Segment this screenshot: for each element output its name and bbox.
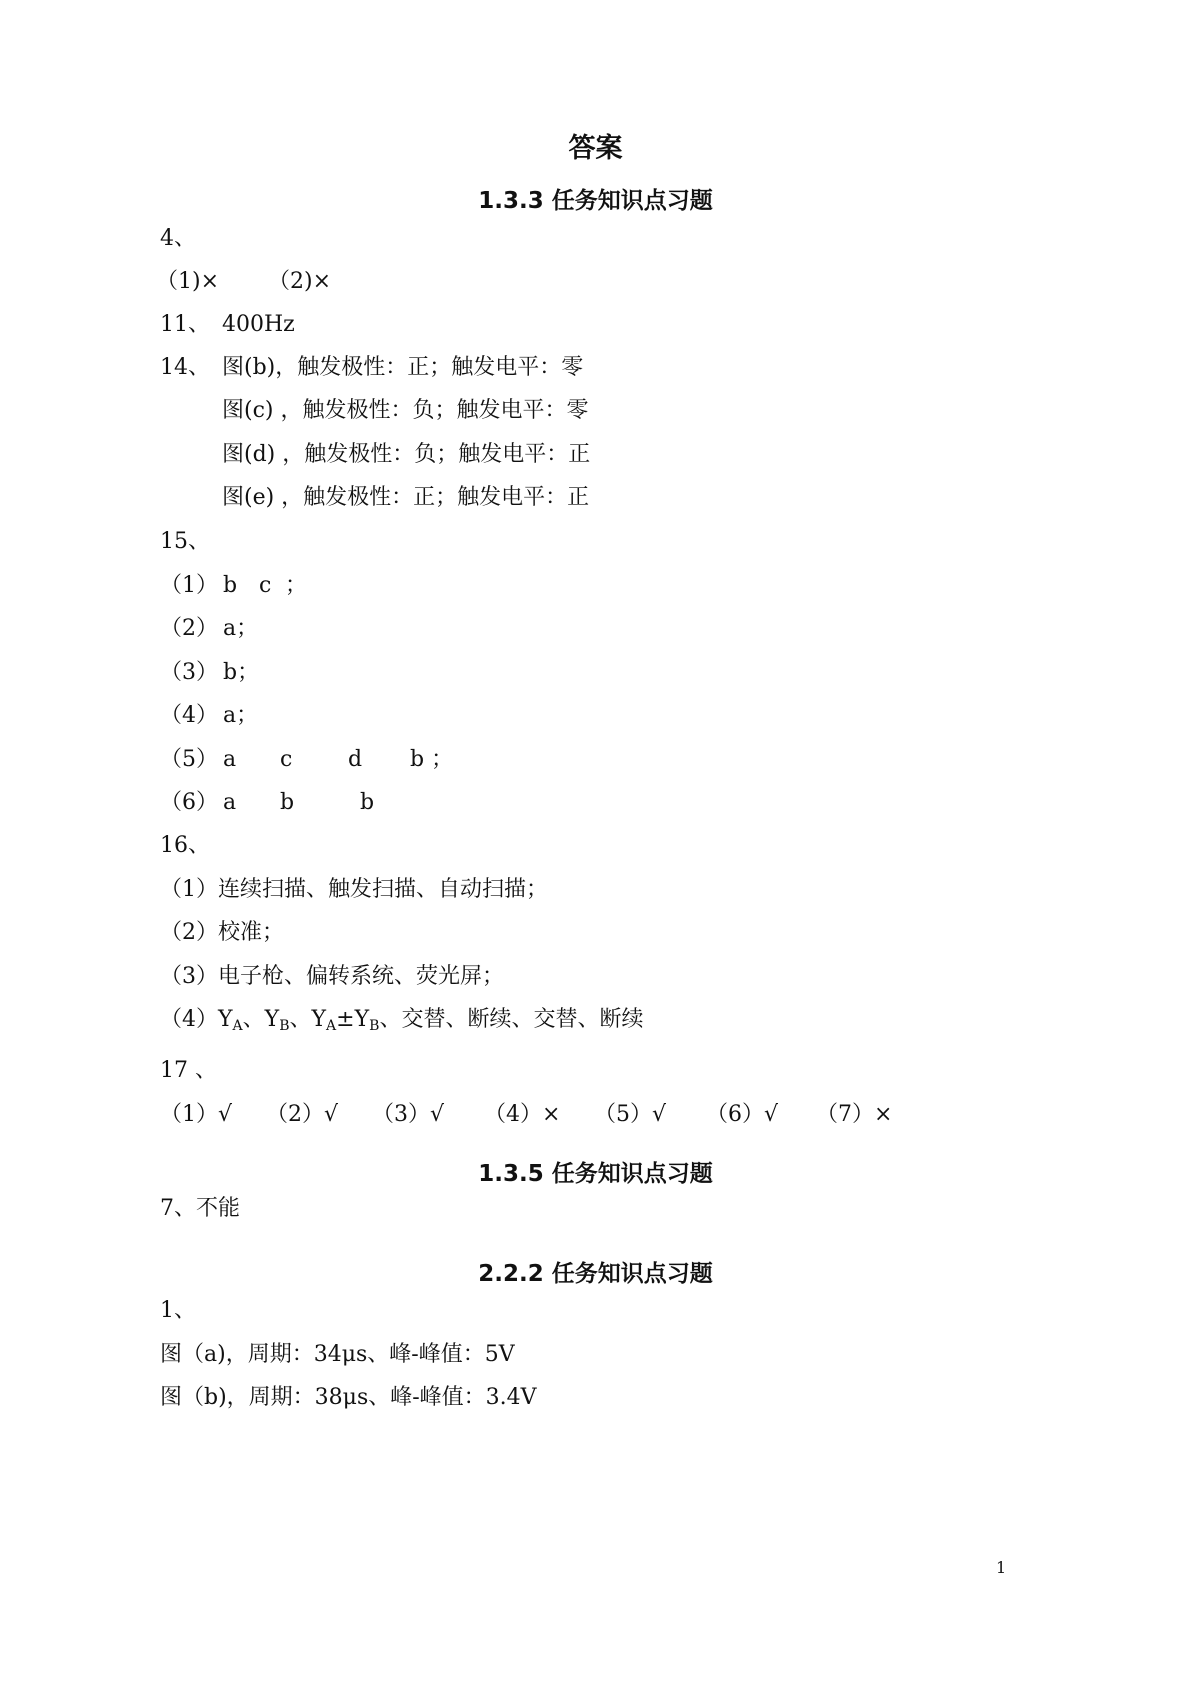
yb-symbol: Y: [264, 1007, 280, 1032]
item-number: （5）: [160, 747, 218, 772]
q17-item: （6）√: [706, 1102, 779, 1127]
item-part: b ；: [410, 747, 454, 772]
item-part: b: [223, 573, 238, 598]
q15-number: 15、: [160, 529, 210, 554]
q16-line-3: （3）电子枪、偏转系统、荧光屏；: [160, 964, 504, 989]
q16-number: 16、: [160, 833, 210, 858]
s3-line-1: 图（a)，周期：34μs、峰-峰值：5V: [160, 1342, 515, 1367]
q17-item: （7）×: [816, 1102, 893, 1127]
q17-number: 17 、: [160, 1058, 217, 1083]
yb-subscript: B: [279, 1018, 290, 1034]
item-part: ；: [285, 573, 308, 598]
q16-line-1: （1）连续扫描、触发扫描、自动扫描；: [160, 877, 548, 902]
q14-line-3: 图(d) ，触发极性：负；触发电平：正: [222, 442, 591, 467]
item-part: a；: [223, 703, 259, 728]
q17-item: （4）×: [484, 1102, 561, 1127]
item-number: （3）: [160, 660, 218, 685]
yb-subscript: B: [369, 1018, 380, 1034]
item-part: a: [223, 790, 237, 815]
page-number: 1: [996, 1558, 1007, 1577]
q4-answer-1: （1)×: [156, 269, 220, 294]
s2-q7-answer: 7、不能: [160, 1196, 240, 1221]
q17-item: （5）√: [594, 1102, 667, 1127]
q17-item: （1）√: [160, 1102, 233, 1127]
plus-minus-symbol: ±: [336, 1007, 355, 1032]
ya-symbol: Y: [311, 1007, 327, 1032]
item-part: b: [360, 790, 375, 815]
s3-line-2: 图（b)，周期：38μs、峰-峰值：3.4V: [160, 1385, 537, 1410]
q14-number: 14、: [160, 355, 210, 380]
q14-line-4: 图(e) ，触发极性：正；触发电平：正: [222, 485, 590, 510]
q16-line-2: （2）校准；: [160, 920, 284, 945]
item-number: （1）: [160, 573, 218, 598]
item-part: a: [223, 747, 237, 772]
ya-subscript: A: [232, 1018, 243, 1034]
ya-subscript: A: [326, 1018, 337, 1034]
q16-line-4: [160, 1009, 643, 1033]
q17-item: （2）√: [266, 1102, 339, 1127]
q4-answer-2: （2)×: [268, 269, 332, 294]
q11-number: 11、: [160, 312, 210, 337]
section-heading-1-3-5: 1.3.5 任务知识点习题: [478, 1161, 713, 1187]
page-title: 答案: [568, 133, 623, 164]
line-rest: 、交替、断续、交替、断续: [379, 1007, 644, 1032]
item-part: a；: [223, 616, 259, 641]
s3-q1-number: 1、: [160, 1298, 196, 1323]
item-part: b: [280, 790, 295, 815]
q11-answer: 400Hz: [222, 312, 295, 337]
separator: 、: [242, 1007, 265, 1032]
q14-line-2: 图(c) ，触发极性：负；触发电平：零: [222, 398, 589, 423]
q17-item: （3）√: [372, 1102, 445, 1127]
q14-line-1: 图(b)，触发极性：正；触发电平：零: [222, 355, 584, 380]
item-part: d: [348, 747, 363, 772]
item-number: （4）: [160, 703, 218, 728]
item-part: c: [259, 573, 272, 598]
item-number: （6）: [160, 790, 218, 815]
q4-number: 4、: [160, 226, 196, 251]
ya-symbol: Y: [218, 1007, 233, 1032]
separator: 、: [289, 1007, 312, 1032]
item-part: c: [280, 747, 293, 772]
item-number: （4）: [160, 1007, 218, 1032]
section-heading-2-2-2: 2.2.2 任务知识点习题: [478, 1261, 713, 1287]
item-number: （2）: [160, 616, 218, 641]
item-part: b；: [223, 660, 260, 685]
section-heading-1-3-3: 1.3.3 任务知识点习题: [478, 188, 713, 214]
yb-symbol: Y: [354, 1007, 370, 1032]
